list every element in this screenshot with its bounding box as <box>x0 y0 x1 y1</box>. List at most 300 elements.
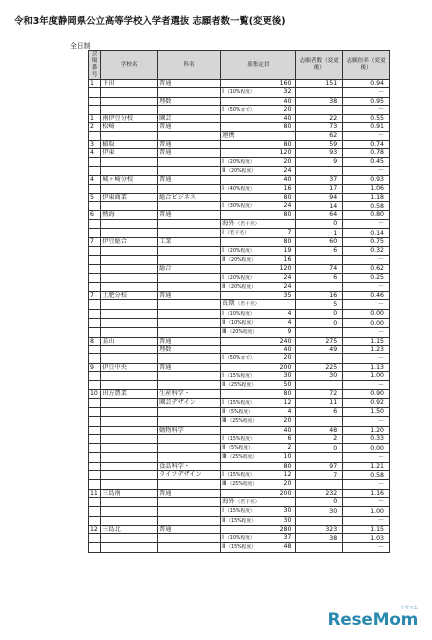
table-row <box>89 246 390 255</box>
header-subject: 科名 <box>158 51 221 80</box>
applicants-value: 225 <box>296 363 343 371</box>
quota-note: （20%程度） <box>226 284 257 290</box>
applicants-value: 0 <box>296 497 343 506</box>
venue-number <box>89 157 101 166</box>
table-row <box>89 426 390 434</box>
ratio-value: 1.20 <box>343 426 390 434</box>
table-row <box>89 229 390 238</box>
table-row <box>89 80 390 88</box>
school-name <box>101 97 158 105</box>
ratio-value: － <box>343 219 390 228</box>
capacity-value: 24 <box>283 282 292 290</box>
venue-number <box>89 265 101 273</box>
ratio-value: － <box>343 354 390 363</box>
table-row <box>89 184 390 193</box>
ratio-value: － <box>343 417 390 426</box>
venue-number <box>89 354 101 363</box>
quota-note: （25%程度） <box>227 455 258 461</box>
ratio-value: 0.95 <box>343 97 390 105</box>
capacity-value: 10 <box>283 453 292 461</box>
applicants-value <box>296 166 343 175</box>
school-name <box>101 345 158 353</box>
applicants-value: 93 <box>296 149 343 157</box>
ratio-value: 0.00 <box>343 319 390 328</box>
subject-name: 普通 <box>158 489 221 497</box>
capacity-cell: 80 <box>221 211 296 219</box>
school-name: 韮山 <box>101 337 158 345</box>
ratio-value: － <box>343 453 390 462</box>
capacity-value: 12 <box>283 471 292 479</box>
venue-number <box>89 309 101 318</box>
capacity-value: 12 <box>283 398 292 406</box>
table-row <box>89 88 390 97</box>
table-row <box>89 105 390 114</box>
subject-name <box>158 88 221 97</box>
school-name <box>101 407 158 416</box>
applicants-value: 37 <box>296 176 343 184</box>
capacity-cell <box>221 371 296 380</box>
capacity-cell <box>221 507 296 516</box>
table-row <box>89 176 390 184</box>
capacity-cell <box>221 184 296 193</box>
school-name <box>101 273 158 282</box>
quota-note: （10%程度） <box>226 321 257 327</box>
venue-number <box>89 407 101 416</box>
quota-mark: Ⅱ <box>222 282 226 290</box>
school-name: 熱海 <box>101 211 158 219</box>
venue-number: 11 <box>89 489 101 497</box>
capacity-cell: 160 <box>221 80 296 88</box>
capacity-value: 16 <box>283 255 292 263</box>
capacity-value: 16 <box>283 184 292 192</box>
table-row <box>89 123 390 131</box>
venue-number <box>89 444 101 453</box>
applicants-value: 73 <box>296 123 343 131</box>
ratio-value: － <box>343 328 390 337</box>
quota-mark: Ⅱ <box>222 381 226 389</box>
quota-note: （若干名） <box>235 302 260 308</box>
quota-mark: Ⅰ <box>222 229 224 237</box>
table-row <box>89 255 390 264</box>
subject-name <box>158 381 221 390</box>
applicants-value: 49 <box>296 345 343 353</box>
capacity-value: 4 <box>287 309 292 317</box>
venue-number: 9 <box>89 363 101 371</box>
table-row <box>89 282 390 291</box>
capacity-cell <box>221 273 296 282</box>
table-row <box>89 97 390 105</box>
logo-text: ReseMom <box>327 610 418 630</box>
quota-mark: Ⅱ <box>222 543 226 551</box>
table-row <box>89 381 390 390</box>
subject-name: 普通 <box>158 176 221 184</box>
capacity-cell <box>221 480 296 489</box>
table-row <box>89 345 390 353</box>
capacity-value: 20 <box>283 480 292 488</box>
school-name <box>101 497 158 506</box>
school-name: 三島北 <box>101 525 158 533</box>
ratio-value: 0.58 <box>343 471 390 480</box>
school-name <box>101 426 158 434</box>
venue-number <box>89 516 101 525</box>
table-row <box>89 149 390 157</box>
quota-mark: Ⅱ <box>222 255 226 263</box>
quota-mark: Ⅰ <box>222 202 224 210</box>
ratio-value: － <box>343 166 390 175</box>
subject-name <box>158 300 221 309</box>
table-row <box>89 265 390 273</box>
capacity-cell <box>221 471 296 480</box>
quota-note: （15%程度） <box>225 400 255 406</box>
capacity-cell <box>221 282 296 291</box>
school-name <box>101 219 158 228</box>
quota-note: （20%程度） <box>227 330 258 336</box>
capacity-cell: 120 <box>221 265 296 273</box>
applicants-value: 17 <box>296 184 343 193</box>
quota-note: （若干名） <box>225 231 249 237</box>
table-row <box>89 115 390 123</box>
quota-note: （5%程度） <box>226 446 254 452</box>
subject-name: 普通 <box>158 363 221 371</box>
ratio-value: － <box>343 255 390 264</box>
header-ratio: 志願倍率（変更後） <box>343 51 390 80</box>
school-name <box>101 471 158 480</box>
table-row <box>89 273 390 282</box>
school-name: 田方農業 <box>101 390 158 398</box>
table-row <box>89 193 390 201</box>
quota-note: （15%程度） <box>225 473 255 479</box>
capacity-cell: 40 <box>221 176 296 184</box>
subject-name <box>158 255 221 264</box>
table-row <box>89 219 390 228</box>
ratio-value: 0.55 <box>343 115 390 123</box>
quota-note: （若干名） <box>235 221 260 227</box>
capacity-cell <box>221 202 296 211</box>
ratio-value: 0.93 <box>343 176 390 184</box>
applicants-value: 1 <box>296 229 343 238</box>
school-name <box>101 157 158 166</box>
table-row <box>89 309 390 318</box>
venue-number <box>89 184 101 193</box>
school-name <box>101 328 158 337</box>
applicants-value: 232 <box>296 489 343 497</box>
capacity-cell: 40 <box>221 97 296 105</box>
subject-name <box>158 453 221 462</box>
school-name <box>101 88 158 97</box>
capacity-cell: 80 <box>221 123 296 131</box>
subject-name <box>158 282 221 291</box>
quota-note: （40%程度） <box>225 186 255 192</box>
school-name <box>101 105 158 114</box>
school-name: 南伊豆分校 <box>101 115 158 123</box>
subject-name <box>158 202 221 211</box>
school-name <box>101 507 158 516</box>
school-name <box>101 434 158 443</box>
applicants-value: 0 <box>296 444 343 453</box>
capacity-cell <box>221 534 296 543</box>
capacity-cell: 200 <box>221 363 296 371</box>
school-name <box>101 354 158 363</box>
quota-note: （15%程度） <box>225 509 255 515</box>
quota-mark: Ⅲ <box>222 480 227 488</box>
venue-number <box>89 219 101 228</box>
quota-mark: Ⅰ <box>222 354 224 362</box>
capacity-cell: 280 <box>221 525 296 533</box>
school-name <box>101 516 158 525</box>
subject-name <box>158 497 221 506</box>
ratio-value: 1.50 <box>343 407 390 416</box>
school-name <box>101 184 158 193</box>
table-row <box>89 489 390 497</box>
school-name <box>101 246 158 255</box>
capacity-value: 30 <box>283 507 292 515</box>
subject-name: 園芸 <box>158 115 221 123</box>
subject-name: 園芸デザイン <box>158 398 221 407</box>
applicants-value: 0 <box>296 309 343 318</box>
ratio-value: 0.80 <box>343 211 390 219</box>
subject-name <box>158 105 221 114</box>
applicants-value: 7 <box>296 471 343 480</box>
venue-number: 5 <box>89 193 101 201</box>
table-row <box>89 141 390 149</box>
school-name <box>101 417 158 426</box>
quota-note: （15%程度） <box>225 373 255 379</box>
venue-number: 4 <box>89 176 101 184</box>
applicants-value: 59 <box>296 141 343 149</box>
subject-name <box>158 543 221 552</box>
quota-mark: Ⅲ <box>222 453 227 461</box>
quota-mark: Ⅰ <box>222 273 224 281</box>
applicants-value: 11 <box>296 398 343 407</box>
quota-note: （20%程度） <box>225 248 255 254</box>
capacity-cell <box>221 105 296 114</box>
capacity-cell: 240 <box>221 337 296 345</box>
quota-mark: Ⅰ <box>222 534 224 542</box>
ratio-value: － <box>343 105 390 114</box>
ratio-value: － <box>343 480 390 489</box>
applicants-value: 0 <box>296 219 343 228</box>
capacity-cell <box>221 319 296 328</box>
venue-number <box>89 229 101 238</box>
venue-number: 3 <box>89 141 101 149</box>
table-row <box>89 157 390 166</box>
ratio-value: 1.00 <box>343 507 390 516</box>
capacity-cell <box>221 131 296 140</box>
table-row <box>89 462 390 470</box>
venue-number <box>89 131 101 140</box>
venue-number <box>89 417 101 426</box>
ratio-value: － <box>343 131 390 140</box>
applicants-value <box>296 328 343 337</box>
applicants-value: 6 <box>296 407 343 416</box>
applicants-value: 0 <box>296 319 343 328</box>
school-name <box>101 319 158 328</box>
applicants-value: 6 <box>296 273 343 282</box>
ratio-value: 0.78 <box>343 149 390 157</box>
venue-number <box>89 398 101 407</box>
venue-number: 7 <box>89 292 101 300</box>
quota-mark: Ⅲ <box>222 328 227 336</box>
capacity-cell <box>221 407 296 416</box>
subject-name <box>158 219 221 228</box>
school-name <box>101 166 158 175</box>
capacity-cell: 40 <box>221 345 296 353</box>
quota-mark: Ⅱ <box>222 444 226 452</box>
applicants-value: 14 <box>296 202 343 211</box>
ratio-value: 0.45 <box>343 157 390 166</box>
subject-name: 普通 <box>158 141 221 149</box>
table-row <box>89 202 390 211</box>
capacity-value: 2 <box>287 444 292 452</box>
applicants-value <box>296 381 343 390</box>
subject-name <box>158 246 221 255</box>
ratio-value: 1.15 <box>343 337 390 345</box>
capacity-value: 9 <box>287 328 292 336</box>
subject-name: 普通 <box>158 149 221 157</box>
quota-note: （若干名） <box>235 499 260 505</box>
school-name <box>101 282 158 291</box>
capacity-value: 20 <box>283 417 292 425</box>
school-name: 伊東 <box>101 149 158 157</box>
subject-name <box>158 434 221 443</box>
applicants-value <box>296 255 343 264</box>
applicants-value: 72 <box>296 390 343 398</box>
school-name <box>101 255 158 264</box>
venue-number <box>89 480 101 489</box>
quota-mark: Ⅰ <box>222 309 224 317</box>
applicants-value: 2 <box>296 434 343 443</box>
table-row <box>89 453 390 462</box>
section-label: 全日制 <box>70 42 91 50</box>
quota-note: （25%程度） <box>227 419 258 425</box>
ratio-value: 0.90 <box>343 390 390 398</box>
school-name: 松崎 <box>101 123 158 131</box>
quota-mark: Ⅱ <box>222 516 226 524</box>
capacity-value: 20 <box>283 105 292 113</box>
applicants-value: 62 <box>296 131 343 140</box>
applicants-value: 16 <box>296 292 343 300</box>
ratio-value: 0.14 <box>343 229 390 238</box>
venue-number <box>89 434 101 443</box>
subject-name <box>158 273 221 282</box>
applicants-value: 97 <box>296 462 343 470</box>
ratio-value: － <box>343 300 390 309</box>
venue-number: 4 <box>89 149 101 157</box>
ratio-value: 0.32 <box>343 246 390 255</box>
subject-name: 理数 <box>158 97 221 105</box>
applicants-table <box>88 50 390 553</box>
subject-name <box>158 309 221 318</box>
subject-name <box>158 444 221 453</box>
school-name <box>101 265 158 273</box>
applicants-value <box>296 480 343 489</box>
quota-mark: 海外 <box>222 219 235 227</box>
quota-note: （15%程度） <box>226 545 257 551</box>
ratio-value: － <box>343 381 390 390</box>
quota-mark: Ⅰ <box>222 105 224 113</box>
venue-number <box>89 453 101 462</box>
venue-number <box>89 462 101 470</box>
table-row <box>89 534 390 543</box>
capacity-cell <box>221 497 296 506</box>
quota-mark: 長期 <box>222 300 235 308</box>
quota-note: （50%まで） <box>225 356 255 362</box>
venue-number: 10 <box>89 390 101 398</box>
subject-name: 理数 <box>158 345 221 353</box>
school-name <box>101 202 158 211</box>
ratio-value: 1.23 <box>343 345 390 353</box>
table-row <box>89 211 390 219</box>
quota-note: （50%まで） <box>225 107 255 113</box>
subject-name <box>158 166 221 175</box>
subject-name: 普通 <box>158 525 221 533</box>
ratio-value: 0.00 <box>343 309 390 318</box>
table-row <box>89 363 390 371</box>
quota-note: （15%程度） <box>225 436 255 442</box>
venue-number: 6 <box>89 211 101 219</box>
ratio-value: 0.92 <box>343 398 390 407</box>
table-row <box>89 238 390 246</box>
capacity-cell: 80 <box>221 193 296 201</box>
applicants-value: 30 <box>296 507 343 516</box>
school-name <box>101 453 158 462</box>
subject-name <box>158 516 221 525</box>
ratio-value: 0.33 <box>343 434 390 443</box>
capacity-cell: 80 <box>221 390 296 398</box>
subject-name: 生産科学・ <box>158 390 221 398</box>
applicants-value: 64 <box>296 211 343 219</box>
ratio-value: 0.91 <box>343 123 390 131</box>
subject-name: 普通 <box>158 123 221 131</box>
capacity-value: 48 <box>283 543 292 551</box>
quota-mark: Ⅰ <box>222 88 224 96</box>
quota-note: （15%程度） <box>226 518 257 524</box>
school-name: 下田 <box>101 80 158 88</box>
subject-name <box>158 534 221 543</box>
school-name: 伊豆総合 <box>101 238 158 246</box>
subject-name: 普通 <box>158 211 221 219</box>
applicants-value: 60 <box>296 238 343 246</box>
capacity-cell: 80 <box>221 462 296 470</box>
applicants-value: 74 <box>296 265 343 273</box>
venue-number: 1 <box>89 80 101 88</box>
ratio-value: 0.94 <box>343 80 390 88</box>
header-applicants: 志願者数（変更後） <box>296 51 343 80</box>
quota-mark: Ⅰ <box>222 507 224 515</box>
subject-name <box>158 417 221 426</box>
applicants-value <box>296 453 343 462</box>
venue-number <box>89 202 101 211</box>
venue-number <box>89 471 101 480</box>
school-name <box>101 462 158 470</box>
applicants-value: 5 <box>296 300 343 309</box>
capacity-value: 24 <box>283 166 292 174</box>
subject-name: 総合ビジネス <box>158 193 221 201</box>
ratio-value: 0.62 <box>343 265 390 273</box>
table-row <box>89 337 390 345</box>
quota-mark: Ⅱ <box>222 407 226 415</box>
applicants-value <box>296 354 343 363</box>
venue-number <box>89 97 101 105</box>
table-row <box>89 398 390 407</box>
capacity-value: 6 <box>287 434 292 442</box>
quota-mark: Ⅱ <box>222 166 226 174</box>
capacity-cell <box>221 229 296 238</box>
header-capacity: 募集定員 <box>221 51 296 80</box>
ratio-value: 0.46 <box>343 292 390 300</box>
applicants-value <box>296 417 343 426</box>
school-name: 土肥分校 <box>101 292 158 300</box>
